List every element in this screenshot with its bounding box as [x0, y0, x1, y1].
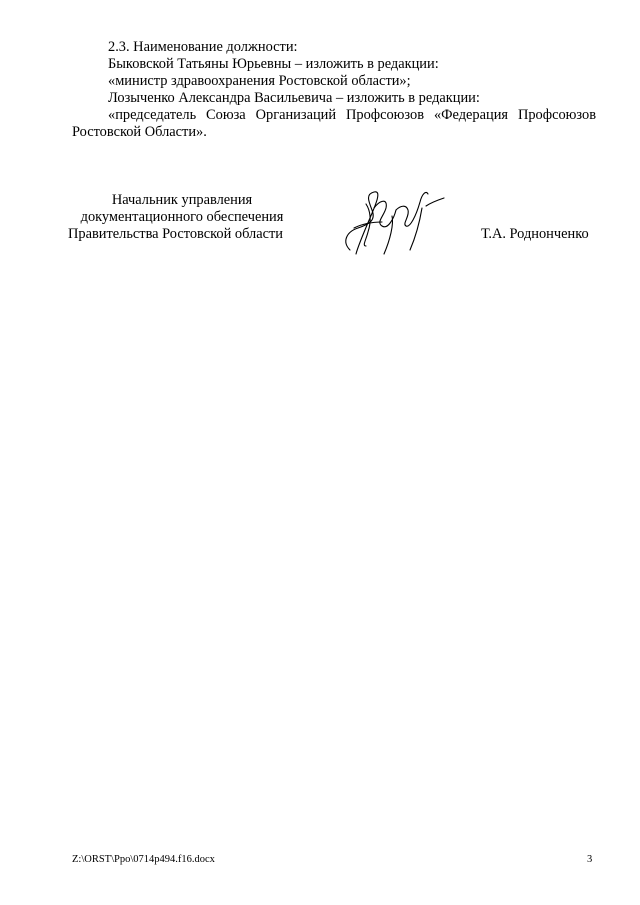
- handwritten-signature: [336, 180, 448, 262]
- body-line-3: Лозыченко Александра Васильевича – изложить в редакции:: [108, 90, 480, 106]
- position-line-3: Правительства Ростовской области: [68, 226, 283, 242]
- page-number: 3: [587, 854, 593, 865]
- signatory-position: [68, 192, 296, 243]
- body-line-2: «министр здравоохранения Ростовской области»;: [108, 73, 411, 89]
- signer-name: Т.А. Роднонченко: [481, 226, 589, 242]
- body-line-4a: «председатель Союза Организаций Профсоюзов «Федерация Профсоюзов: [108, 107, 596, 123]
- footer-file-path: Z:\ORST\Ppo\0714p494.f16.docx: [72, 854, 215, 865]
- body-line-1: Быковской Татьяны Юрьевны – изложить в редакции:: [108, 56, 439, 72]
- position-line-1: Начальник управления: [111, 192, 253, 208]
- body-line-4b: Ростовской Области».: [72, 124, 207, 140]
- item-heading: 2.3. Наименование должности:: [108, 39, 298, 55]
- position-line-2: документационного обеспечения: [80, 209, 284, 225]
